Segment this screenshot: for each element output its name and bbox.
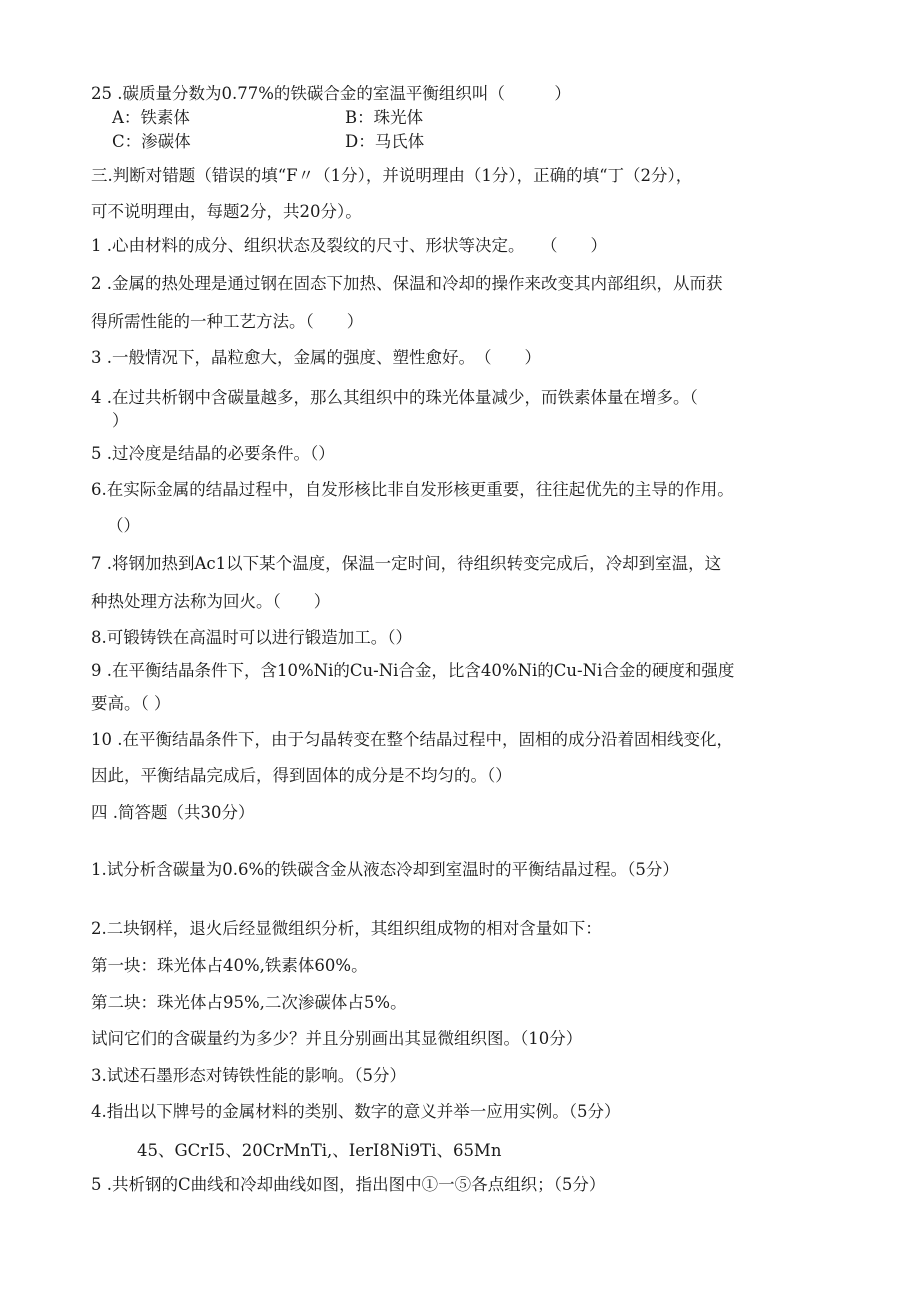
tf-item-7-line1: 7 .将钢加热到Ac1以下某个温度，保温一定时间，待组织转变完成后，冷却到室温，这: [91, 554, 722, 573]
tf-item-7-line2: 种热处理方法称为回火。（ ）: [91, 592, 331, 611]
tf-item-10-line1: 10 .在平衡结晶条件下，由于匀晶转变在整个结晶过程中，固相的成分沿着固相线变化，: [91, 730, 733, 749]
tf-item-6-line1: 6.在实际金属的结晶过程中，自发形核比非自发形核更重要，往往起优先的主导的作用。: [91, 480, 734, 499]
section3-title-line1: 三.判断对错题（错误的填“F〃（1分），并说明理由（1分），正确的填“丁（2分），: [91, 166, 693, 185]
tf-item-4-line1: 4 .在过共析钢中含碳量越多，那么其组织中的珠光体量减少，而铁素体量在增多。（: [91, 388, 698, 407]
section3-title-line2: 可不说明理由，每题2分，共20分）。: [91, 202, 362, 221]
short-answer-2-line1: 2.二块钢样，退火后经显微组织分析，其组织组成物的相对含量如下：: [91, 919, 602, 938]
short-answer-2-line2: 第一块：珠光体占40%,铁素体60%。: [91, 956, 368, 975]
tf-item-9-line1: 9 .在平衡结晶条件下，含10%Ni的Cu-Ni合金，比含40%Ni的Cu-Ni合金的硬度和强度: [91, 661, 735, 680]
section4-title: 四 .简答题（共30分）: [91, 803, 255, 822]
q25-option-a: A：铁素体: [112, 108, 190, 127]
short-answer-2-line4: 试问它们的含碳量约为多少？并且分别画出其显微组织图。（10分）: [91, 1029, 583, 1048]
tf-item-5: 5 .过冷度是结晶的必要条件。（）: [91, 444, 335, 463]
tf-item-6-line2: （）: [107, 516, 140, 535]
tf-item-1: 1 .心由材料的成分、组织状态及裂纹的尺寸、形状等决定。 （ ）: [91, 236, 607, 255]
short-answer-3: 3.试述石墨形态对铸铁性能的影响。（5分）: [91, 1066, 406, 1085]
tf-item-8: 8.可锻铸铁在高温时可以进行锻造加工。（）: [91, 628, 412, 647]
q25-option-d: D：马氏体: [345, 132, 425, 151]
q25-stem: 25 .碳质量分数为0.77%的铁碳合金的室温平衡组织叫（ ）: [91, 84, 571, 103]
tf-item-4-line2: ）: [112, 411, 129, 430]
tf-item-9-line2: 要高。（ ）: [91, 694, 171, 713]
tf-item-2-line2: 得所需性能的一种工艺方法。（ ）: [91, 312, 364, 331]
short-answer-2-line3: 第二块：珠光体占95%,二次渗碳体占5%。: [91, 993, 407, 1012]
q25-option-b: B：珠光体: [345, 108, 424, 127]
short-answer-1: 1.试分析含碳量为0.6%的铁碳含金从液态冷却到室温时的平衡结晶过程。（5分）: [91, 860, 679, 879]
q25-option-c: C：渗碳体: [112, 132, 191, 151]
short-answer-5: 5 .共析钢的C曲线和冷却曲线如图，指出图中①一⑤各点组织；（5分）: [91, 1175, 606, 1194]
short-answer-4-line1: 4.指出以下牌号的金属材料的类别、数字的意义并举一应用实例。（5分）: [91, 1102, 621, 1121]
tf-item-10-line2: 因此，平衡结晶完成后，得到固体的成分是不均匀的。（）: [91, 766, 512, 785]
tf-item-3: 3 .一般情况下，晶粒愈大，金属的强度、塑性愈好。 （ ）: [91, 348, 541, 367]
tf-item-2-line1: 2 .金属的热处理是通过钢在固态下加热、保温和冷却的操作来改变其内部组织，从而获: [91, 274, 723, 293]
short-answer-4-grades: 45、GCrI5、20CrMnTi,、IerI8Ni9Ti、65Mn: [137, 1141, 502, 1160]
